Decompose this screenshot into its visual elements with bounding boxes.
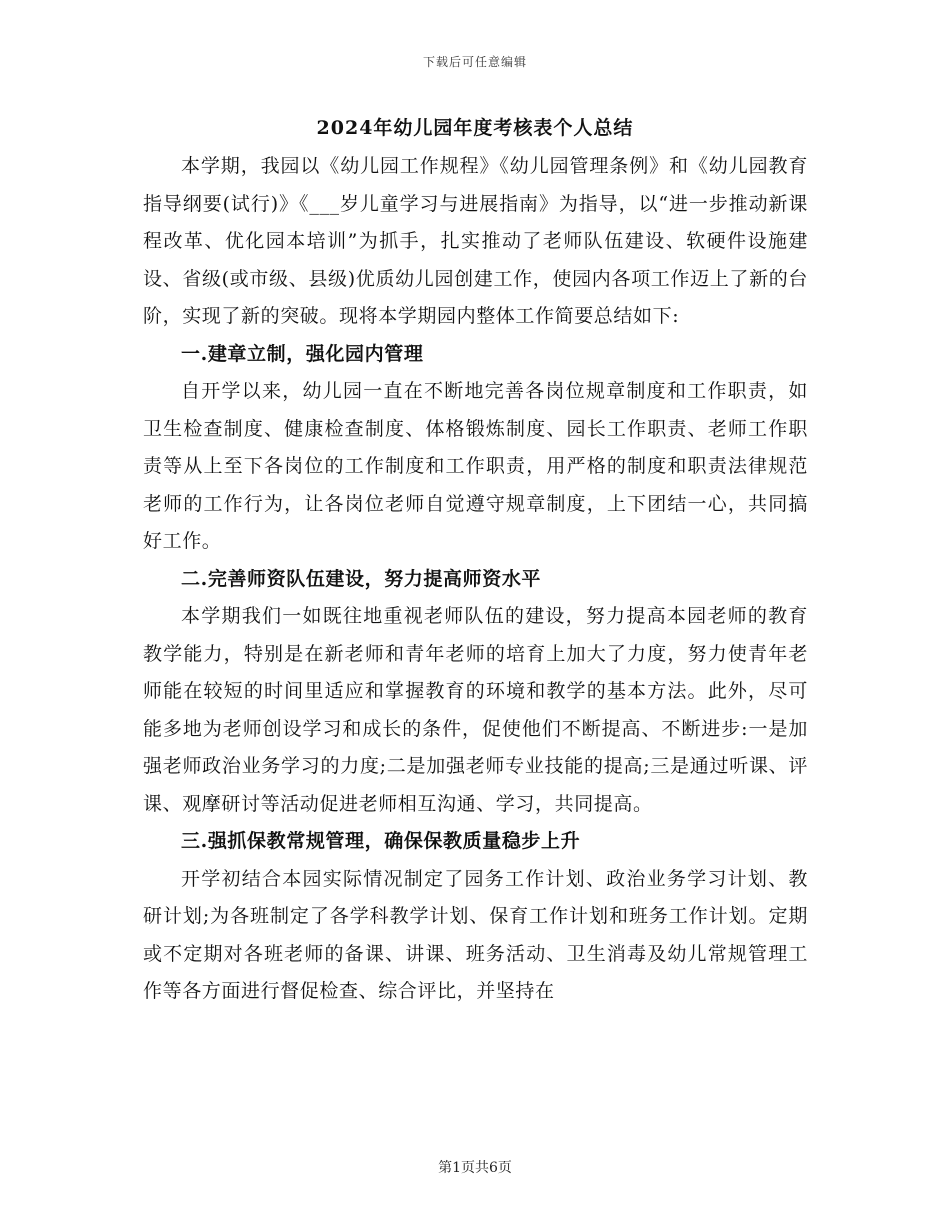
header-note: 下载后可任意编辑 bbox=[422, 55, 527, 69]
section-body-1: 自开学以来，幼儿园一直在不断地完善各岗位规章制度和工作职责，如卫生检查制度、健康检查制度、体格锻炼制度、园长工作职责、老师工作职责等从上至下各岗位的工作制度和工作职责，用严格的制度和职责法律规范老师的工作行为，让各岗位老师自觉遵守规章制度，上下团结一心，共同搞好工作。 bbox=[143, 380, 808, 552]
section-heading-2: 二.完善师资队伍建设，努力提高师资水平 bbox=[181, 567, 542, 590]
section-body-3: 开学初结合本园实际情况制定了园务工作计划、政治业务学习计划、教研计划;为各班制定了各学科教学计划、保育工作计划和班务工作计划。定期或不定期对各班老师的备课、讲课、班务活动、卫生消毒及幼儿常规管理工作等各方面进行督促检查、综合评比，并坚持在 bbox=[143, 867, 808, 1002]
section-body-2: 本学期我们一如既往地重视老师队伍的建设，努力提高本园老师的教育教学能力，特别是在新老师和青年老师的培育上加大了力度，努力使青年老师能在较短的时间里适应和掌握教育的环境和教学的基本方法。此外，尽可能多地为老师创设学习和成长的条件，促使他们不断提高、不断进步:一是加强老师政治业务学习的力度;二是加强老师专业技能的提高;三是通过听课、评课、观摩研讨等活动促进老师相互沟通、学习，共同提高。 bbox=[143, 605, 808, 815]
document-body bbox=[143, 148, 808, 1011]
section-heading-3: 三.强抓保教常规管理，确保保教质量稳步上升 bbox=[181, 830, 581, 852]
intro-paragraph: 本学期，我园以《幼儿园工作规程》《幼儿园管理条例》和《幼儿园教育指导纲要(试行)》《___岁儿童学习与进展指南》为指导，以“进一步推动新课程改革、优化园本培训”为抓手，扎实推动了老师队伍建设、软硬件设施建设、省级(或市级、县级)优质幼儿园创建工作，使园内各项工作迈上了新的台阶，实现了新的突破。现将本学期园内整体工作简要总结如下: bbox=[143, 155, 808, 327]
document-title: 2024年幼儿园年度考核表个人总结 bbox=[316, 117, 634, 139]
page-footer: 第1页共6页 bbox=[438, 1160, 512, 1176]
section-heading-1: 一.建章立制，强化园内管理 bbox=[181, 342, 424, 365]
